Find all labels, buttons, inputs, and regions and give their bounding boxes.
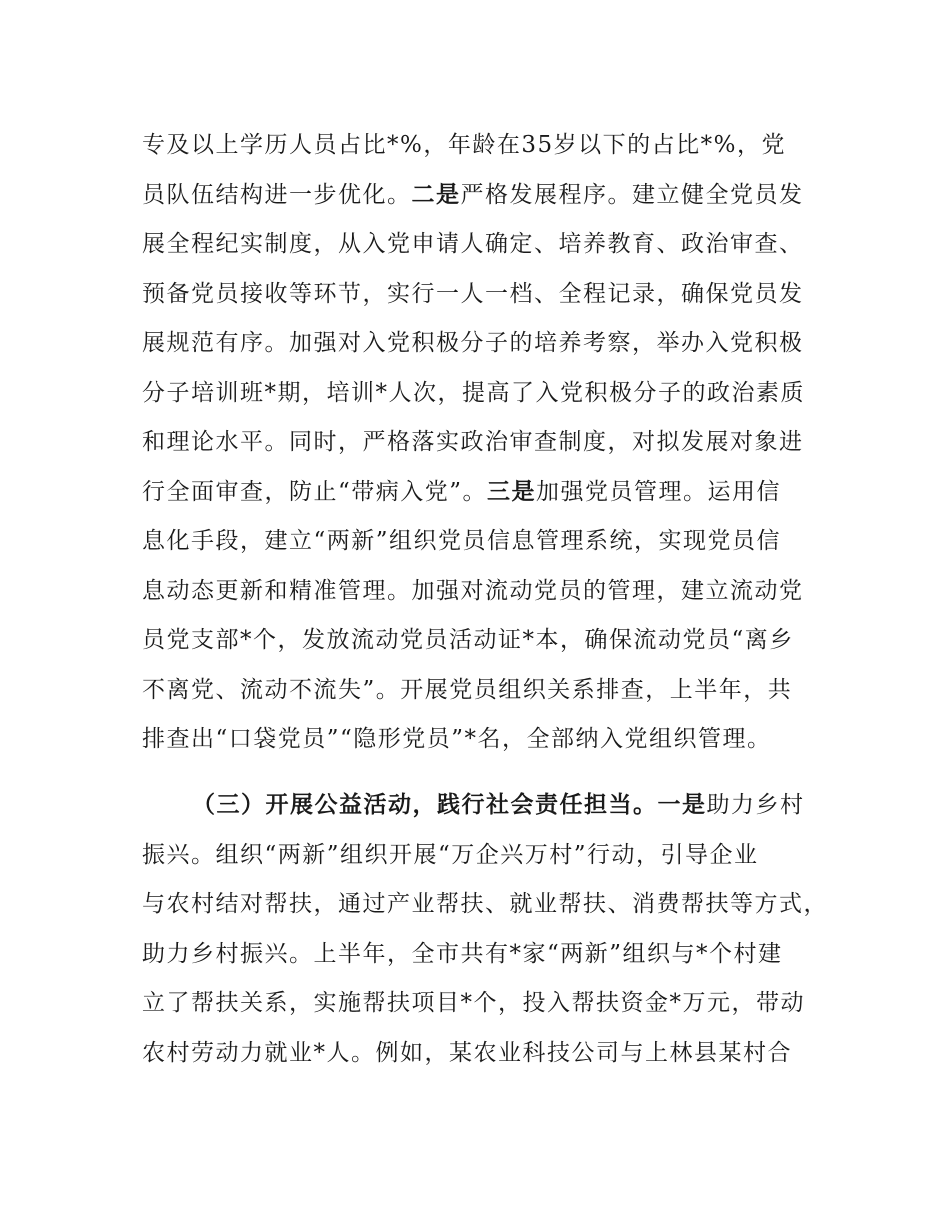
text-run: 展规范有序。加强对入党积极分子的培养考察，举办入党积极 [142, 330, 804, 356]
text-run: 员队伍结构进一步优化。 [142, 181, 412, 208]
text-line [142, 180, 842, 210]
text-line [192, 790, 892, 820]
text-line [142, 279, 842, 309]
text-line [142, 427, 842, 457]
text-line [142, 130, 842, 160]
bold-text-run: 一是 [657, 791, 707, 818]
text-run: 立了帮扶关系，实施帮扶项目*个，投入帮扶资金*万元，带动 [142, 990, 805, 1016]
text-line [142, 1038, 842, 1068]
bold-text-run: 三是 [487, 477, 537, 505]
text-line [142, 477, 842, 507]
bold-text-run: （三）开展公益活动，践行社会责任担当。 [192, 791, 658, 818]
text-line [142, 576, 842, 606]
text-line [142, 840, 842, 870]
text-line [142, 939, 842, 969]
text-line [142, 526, 842, 556]
text-run: 与农村结对帮扶，通过产业帮扶、就业帮扶、消费帮扶等方式， [142, 891, 828, 917]
text-run: 加强党员管理。运用信 [536, 478, 782, 505]
text-run: 助力乡村 [706, 792, 805, 818]
text-line [142, 378, 842, 408]
text-run: 助力乡村振兴。上半年，全市共有*家“两新”组织与*个村建 [142, 940, 783, 967]
text-run: 严格发展程序。建立健全党员发 [460, 181, 804, 208]
text-run: 农村劳动力就业*人。例如，某农业科技公司与上林县某村合 [142, 1039, 792, 1066]
text-run: 专及以上学历人员占比*%，年龄在35岁以下的占比*%，党 [142, 132, 786, 158]
text-run: 预备党员接收等环节，实行一人一档、全程记录，确保党员发 [142, 280, 804, 307]
text-line [142, 328, 842, 358]
text-line [142, 229, 842, 259]
text-run: 员党支部*个，发放流动党员活动证*本，确保流动党员“离乡 [142, 627, 794, 653]
text-line [142, 889, 842, 919]
text-run: 展全程纪实制度，从入党申请人确定、培养教育、政治审查、 [142, 231, 804, 257]
text-run: 息化手段，建立“两新”组织党员信息管理系统，实现党员信 [142, 528, 782, 554]
text-line [142, 724, 842, 754]
text-run: 排查出“口袋党员”“隐形党员”*名，全部纳入党组织管理。 [142, 726, 772, 752]
bold-text-run: 二是 [411, 180, 461, 208]
text-run: 振兴。组织“两新”组织开展“万企兴万村”行动，引导企业 [142, 841, 759, 868]
text-line [142, 675, 842, 705]
text-run: 行全面审查，防止“带病入党”。 [142, 478, 488, 505]
text-line [142, 625, 842, 655]
text-line [142, 988, 842, 1018]
text-run: 和理论水平。同时，严格落实政治审查制度，对拟发展对象进 [142, 429, 804, 455]
text-run: 分子培训班*期，培训*人次，提高了入党积极分子的政治素质 [142, 379, 805, 406]
text-run: 不离党、流动不流失”。开展党员组织关系排查，上半年，共 [142, 676, 793, 703]
text-run: 息动态更新和精准管理。加强对流动党员的管理，建立流动党 [142, 577, 804, 604]
